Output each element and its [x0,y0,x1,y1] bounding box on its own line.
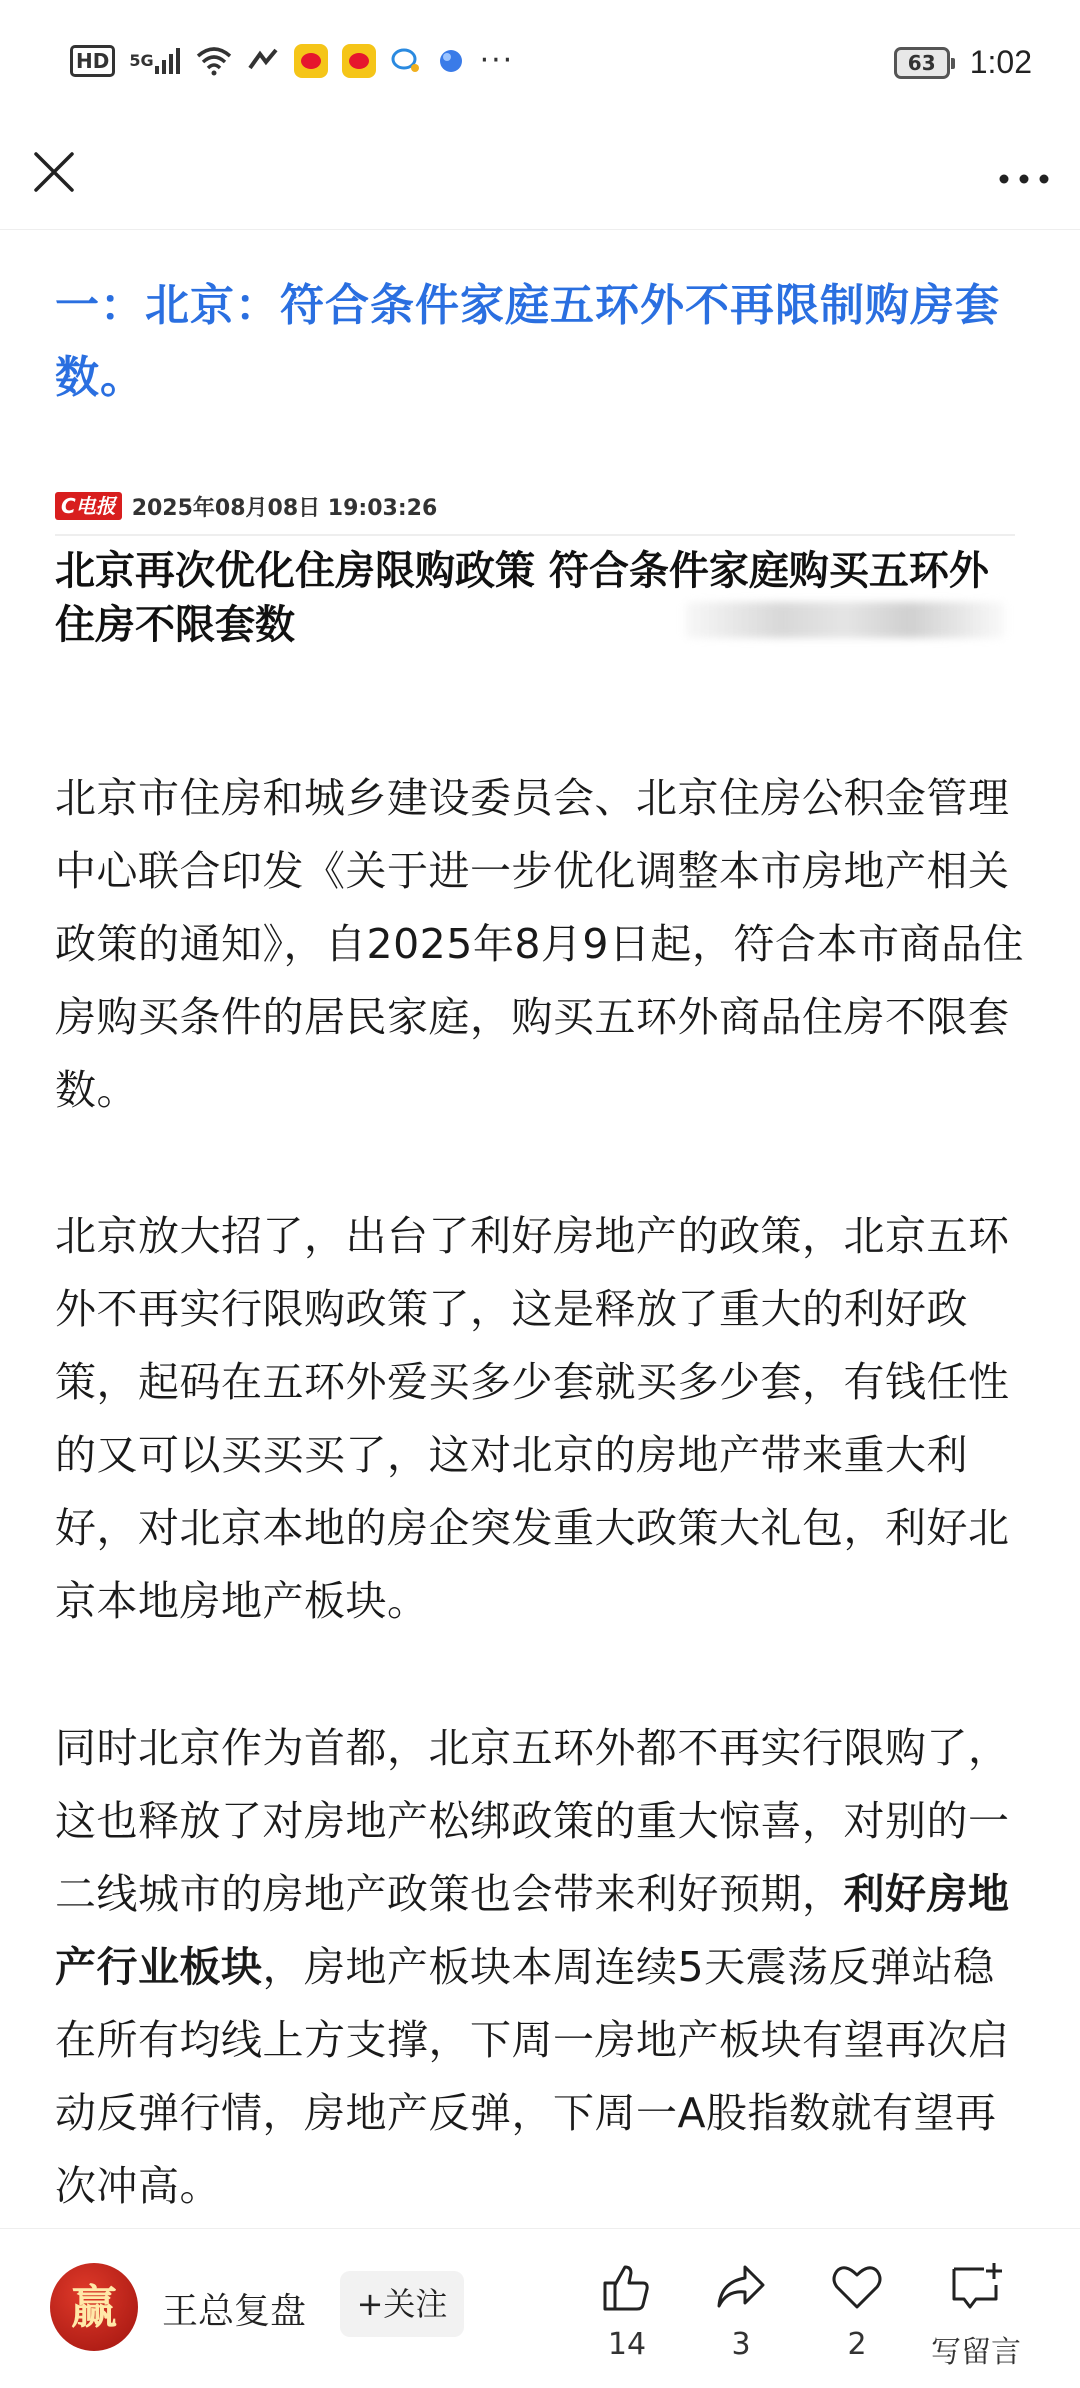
favorite-button[interactable] [802,2259,912,2362]
news-title: 北京再次优化住房限购政策 符合条件家庭购买五环外住房不限套数 [55,548,989,648]
favorite-count: 2 [847,2327,867,2362]
paragraph-3-text-a: 同时北京作为首都，北京五环外都不再实行限购了，这也释放了对房地产松绑政策的重大惊喜，对别的一二线城市的房地产政策也会带来利好预期， [55,1724,1010,1918]
article-header [55,270,1025,414]
close-icon [28,146,80,198]
paragraph-3-text-b: ，房地产板块本周连续5天震荡反弹站稳在所有均线上方支撑，下周一房地产板块有望再次启动反弹行情，房地产反弹，下周一A股指数就有望再次冲高。 [55,1943,1010,2210]
network-type: 5G [129,51,154,70]
bottom-action-bar [0,2228,1080,2388]
battery-icon: 63 [894,47,950,79]
blurred-watermark [685,602,1005,638]
cellular-signal-icon [129,46,181,76]
status-icons-right [894,44,1032,81]
comment-plus-icon [946,2259,1006,2315]
comment-label: 写留言 [931,2335,1021,2370]
top-bar [0,130,1080,230]
status-icons-left [70,44,514,78]
more-notifications-icon: ··· [479,43,515,78]
article-heading: 一：北京：符合条件家庭五环外不再限制购房套数。 [55,280,1000,403]
divider [55,534,1015,536]
share-button[interactable] [686,2259,796,2362]
browser-app-icon [436,46,466,76]
paragraph-1: 北京市住房和城乡建设委员会、北京住房公积金管理中心联合印发《关于进一步优化调整本市房地产相关政策的通知》，自2025年8月9日起，符合本市商品住房购买条件的居民家庭，购买五环外商品住房不限套数。 [55,774,1025,1114]
more-options-button[interactable] [994,146,1054,198]
thumbs-up-icon [599,2259,655,2315]
wifi-icon [196,46,232,76]
news-card-meta [55,490,1025,522]
chat-app-icon [390,46,422,76]
weibo-app-icon-2 [342,44,376,78]
author-avatar[interactable]: 赢 [50,2263,138,2351]
share-count: 3 [731,2327,751,2362]
share-icon [713,2259,769,2315]
nfc-icon [246,46,280,76]
hd-icon: HD [70,45,115,77]
author-name[interactable]: 王总复盘 [162,2291,307,2332]
paragraph-3-bold: 利好房地产行业板块 [55,1870,1010,1991]
close-button[interactable] [28,146,80,198]
follow-button[interactable]: +关注 [340,2271,464,2337]
source-logo: C电报 [55,492,122,520]
news-date: 2025年08月08日 19:03:26 [131,495,438,521]
paragraph-3 [55,1712,1025,2223]
weibo-app-icon [294,44,328,78]
write-comment-button[interactable] [916,2259,1036,2371]
like-button[interactable] [572,2259,682,2362]
status-bar [0,0,1080,130]
news-screenshot-image[interactable] [55,490,1025,670]
paragraph-2: 北京放大招了，出台了利好房地产的政策，北京五环外不再实行限购政策了，这是释放了重大的利好政策，起码在五环外爱买多少套就买多少套，有钱任性的又可以买买买了，这对北京的房地产带来重大利好，对北京本地的房企突发重大政策大礼包，利好北京本地房地产板块。 [55,1212,1010,1625]
more-icon [994,146,1054,198]
heart-icon [829,2259,885,2315]
clock: 1:02 [969,44,1032,80]
like-count: 14 [607,2327,647,2362]
